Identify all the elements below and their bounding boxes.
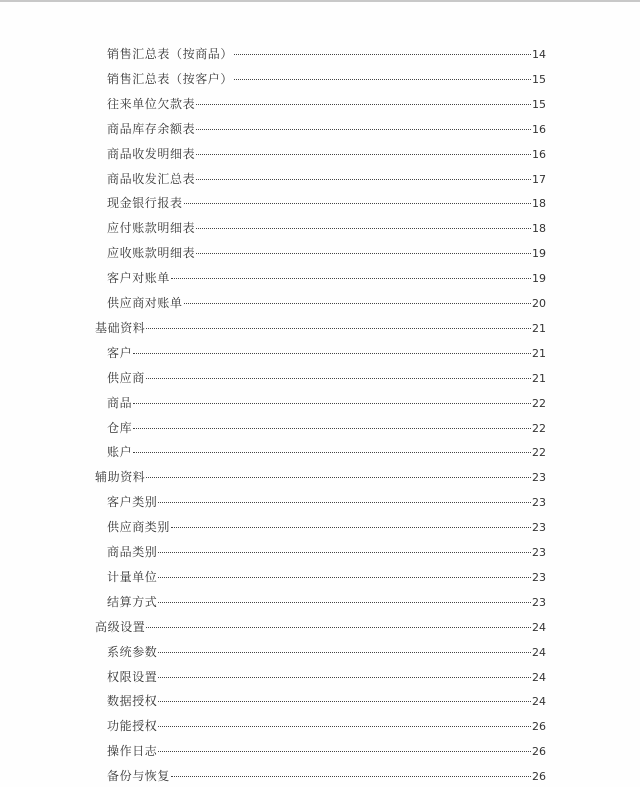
- toc-subsection-entry[interactable]: [107, 592, 546, 612]
- toc-entry-page-number: 23: [532, 596, 546, 609]
- toc-entry-title: 功能授权: [107, 719, 158, 733]
- toc-entry-title: 计量单位: [107, 570, 158, 584]
- toc-entry-title: 应付账款明细表: [107, 221, 196, 235]
- toc-entry-page-number: 24: [532, 621, 546, 634]
- toc-subsection-entry[interactable]: [107, 69, 546, 89]
- toc-entry-page-number: 22: [532, 446, 546, 459]
- toc-entry-title: 备份与恢复: [107, 769, 171, 783]
- toc-entry-title: 现金银行报表: [107, 196, 183, 210]
- toc-subsection-entry[interactable]: [107, 393, 546, 413]
- page-top-edge: [0, 0, 640, 2]
- dot-leader: [146, 627, 531, 628]
- dot-leader: [171, 527, 531, 528]
- toc-entry-title: 数据授权: [107, 694, 158, 708]
- toc-entry-title: 商品类别: [107, 545, 158, 559]
- dot-leader: [158, 602, 531, 603]
- toc-subsection-entry[interactable]: [107, 243, 546, 263]
- toc-entry-title: 权限设置: [107, 670, 158, 684]
- toc-subsection-entry[interactable]: [107, 492, 546, 512]
- toc-section-entry[interactable]: [95, 617, 546, 637]
- toc-entry-title: 辅助资料: [95, 470, 146, 484]
- toc-entry-title: 仓库: [107, 421, 133, 435]
- toc-subsection-entry[interactable]: [107, 567, 546, 587]
- toc-subsection-entry[interactable]: [107, 293, 546, 313]
- toc-entry-title: 商品收发汇总表: [107, 172, 196, 186]
- toc-subsection-entry[interactable]: [107, 94, 546, 114]
- dot-leader: [196, 104, 531, 105]
- dot-leader: [234, 54, 531, 55]
- toc-entry-page-number: 23: [532, 521, 546, 534]
- toc-entry-title: 商品收发明细表: [107, 147, 196, 161]
- toc-entry-page-number: 14: [532, 48, 546, 61]
- toc-entry-title: 高级设置: [95, 620, 146, 634]
- toc-entry-page-number: 15: [532, 73, 546, 86]
- dot-leader: [158, 502, 531, 503]
- toc-entry-page-number: 22: [532, 422, 546, 435]
- toc-entry-title: 基础资料: [95, 321, 146, 335]
- dot-leader: [158, 677, 531, 678]
- toc-entry-page-number: 23: [532, 471, 546, 484]
- toc-entry-title: 供应商: [107, 371, 145, 385]
- toc-subsection-entry[interactable]: [107, 343, 546, 363]
- dot-leader: [184, 303, 531, 304]
- toc-subsection-entry[interactable]: [107, 44, 546, 64]
- dot-leader: [158, 726, 531, 727]
- toc-entry-page-number: 21: [532, 372, 546, 385]
- toc-entry-page-number: 21: [532, 347, 546, 360]
- toc-entry-page-number: 21: [532, 322, 546, 335]
- toc-subsection-entry[interactable]: [107, 716, 546, 736]
- toc-subsection-entry[interactable]: [107, 218, 546, 238]
- toc-entry-title: 客户对账单: [107, 271, 171, 285]
- toc-entry-title: 操作日志: [107, 744, 158, 758]
- dot-leader: [196, 179, 531, 180]
- toc-entry-title: 客户类别: [107, 495, 158, 509]
- toc-entry-page-number: 17: [532, 173, 546, 186]
- dot-leader: [133, 428, 531, 429]
- toc-entry-page-number: 16: [532, 123, 546, 136]
- toc-entry-title: 商品: [107, 396, 133, 410]
- toc-entry-page-number: 23: [532, 571, 546, 584]
- dot-leader: [158, 577, 531, 578]
- toc-subsection-entry[interactable]: [107, 766, 546, 786]
- dot-leader: [196, 253, 531, 254]
- toc-subsection-entry[interactable]: [107, 542, 546, 562]
- toc-entry-page-number: 26: [532, 720, 546, 733]
- toc-entry-page-number: 24: [532, 671, 546, 684]
- dot-leader: [234, 79, 531, 80]
- toc-subsection-entry[interactable]: [107, 517, 546, 537]
- toc-entry-title: 供应商对账单: [107, 296, 183, 310]
- toc-entry-page-number: 24: [532, 695, 546, 708]
- toc-section-entry[interactable]: [95, 318, 546, 338]
- toc-entry-title: 销售汇总表（按商品）: [107, 47, 234, 61]
- toc-subsection-entry[interactable]: [107, 169, 546, 189]
- toc-entry-page-number: 18: [532, 197, 546, 210]
- toc-entry-page-number: 19: [532, 272, 546, 285]
- toc-subsection-entry[interactable]: [107, 691, 546, 711]
- toc-entry-page-number: 19: [532, 247, 546, 260]
- toc-entry-title: 客户: [107, 346, 133, 360]
- dot-leader: [196, 228, 531, 229]
- dot-leader: [171, 776, 531, 777]
- toc-subsection-entry[interactable]: [107, 268, 546, 288]
- toc-subsection-entry[interactable]: [107, 442, 546, 462]
- toc-section-entry[interactable]: [95, 467, 546, 487]
- dot-leader: [133, 403, 531, 404]
- toc-subsection-entry[interactable]: [107, 642, 546, 662]
- toc-entry-page-number: 26: [532, 770, 546, 783]
- toc-entry-title: 应收账款明细表: [107, 246, 196, 260]
- dot-leader: [158, 701, 531, 702]
- dot-leader: [133, 452, 531, 453]
- dot-leader: [196, 154, 531, 155]
- toc-entry-title: 往来单位欠款表: [107, 97, 196, 111]
- toc-subsection-entry[interactable]: [107, 418, 546, 438]
- toc-entry-title: 账户: [107, 445, 133, 459]
- toc-entry-page-number: 24: [532, 646, 546, 659]
- dot-leader: [158, 751, 531, 752]
- toc-entry-page-number: 18: [532, 222, 546, 235]
- toc-entry-page-number: 23: [532, 546, 546, 559]
- dot-leader: [146, 477, 531, 478]
- toc-subsection-entry[interactable]: [107, 741, 546, 761]
- toc-subsection-entry[interactable]: [107, 667, 546, 687]
- toc-entry-page-number: 20: [532, 297, 546, 310]
- dot-leader: [158, 652, 531, 653]
- toc-entry-page-number: 23: [532, 496, 546, 509]
- toc-entry-page-number: 22: [532, 397, 546, 410]
- toc-entry-page-number: 16: [532, 148, 546, 161]
- dot-leader: [184, 203, 531, 204]
- dot-leader: [171, 278, 531, 279]
- toc-subsection-entry[interactable]: [107, 119, 546, 139]
- toc-entry-title: 系统参数: [107, 645, 158, 659]
- toc-entry-title: 结算方式: [107, 595, 158, 609]
- toc-entry-page-number: 15: [532, 98, 546, 111]
- dot-leader: [133, 353, 531, 354]
- toc-entry-page-number: 26: [532, 745, 546, 758]
- dot-leader: [196, 129, 531, 130]
- dot-leader: [146, 328, 531, 329]
- toc-subsection-entry[interactable]: [107, 368, 546, 388]
- toc-subsection-entry[interactable]: [107, 144, 546, 164]
- toc-entry-title: 供应商类别: [107, 520, 171, 534]
- toc-subsection-entry[interactable]: [107, 193, 546, 213]
- toc-entry-title: 商品库存余额表: [107, 122, 196, 136]
- toc-entry-title: 销售汇总表（按客户）: [107, 72, 234, 86]
- dot-leader: [158, 552, 531, 553]
- dot-leader: [146, 378, 531, 379]
